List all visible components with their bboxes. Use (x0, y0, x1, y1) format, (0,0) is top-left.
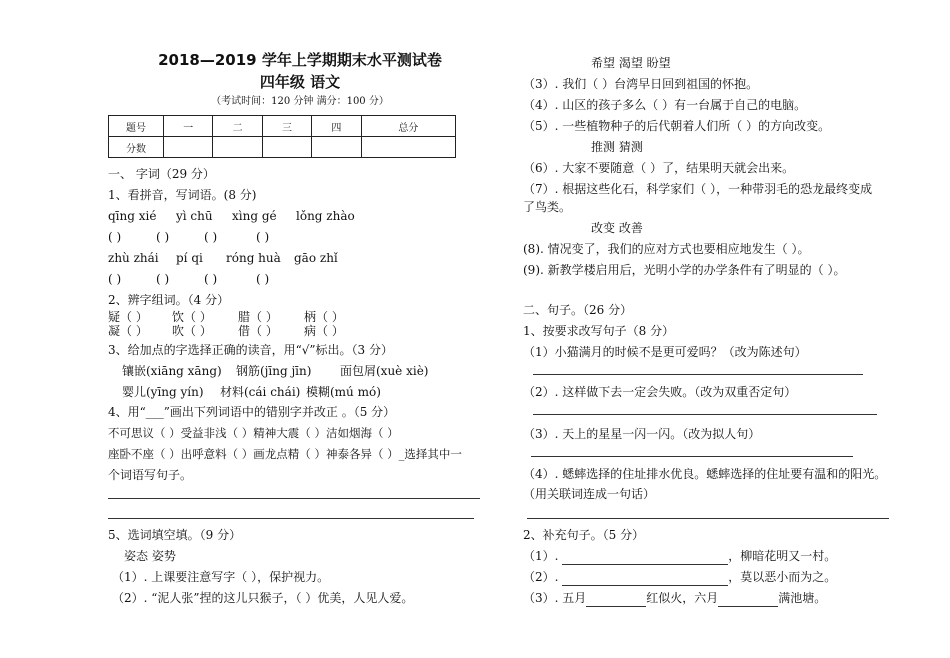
fill-sentence-1: （1）. 上课要注意写字（ ），保护视力。 (112, 570, 330, 584)
score-table-header-row (109, 116, 456, 137)
score-table-score-row (109, 137, 456, 158)
q4-line-3: 个词语写句子。 (108, 468, 193, 482)
exam-subtitle: 四年级 语文 (259, 73, 341, 91)
score-cell[interactable] (213, 137, 262, 158)
score-table (108, 115, 456, 158)
complete-sentence-3 (523, 590, 826, 607)
score-row-label: 分数 (109, 137, 164, 158)
char-item[interactable]: 柄（ ） (304, 310, 344, 324)
fill-sentence-2: （2）. “泥人张”捏的这儿只猴子，（ ）优美，人见人爱。 (112, 591, 414, 605)
reading-choice[interactable]: 镶嵌(xiāng xāng) (122, 364, 222, 378)
answer-blank[interactable]: ( ) (108, 230, 122, 244)
q1-prompt: 1、看拼音，写词语。(8 分) (108, 188, 257, 202)
answer-line[interactable] (562, 548, 728, 565)
fill-sentence-8: (8). 情况变了，我们的应对方式也要相应地发生（ ）。 (523, 242, 810, 256)
q4-line-1: 不可思议（ ）受益非浅（ ）精神大震（ ）洁如烟海（ ） (108, 426, 399, 440)
score-cell[interactable] (361, 137, 455, 158)
fill-sentence-3: （3）. 我们（ ）台湾早日回到祖国的怀抱。 (523, 77, 759, 91)
word-choices: 姿态 姿势 (124, 549, 176, 563)
score-header-cell: 总分 (361, 116, 455, 137)
char-item[interactable]: 病（ ） (304, 324, 344, 338)
p2-prompt: 2、补充句子。（5 分） (523, 528, 645, 542)
rewrite-3: （3）. 天上的星星一闪一闪。（改为拟人句） (523, 427, 761, 441)
sentence-head: （3）. 五月 (523, 591, 587, 605)
pinyin-7: róng huà (226, 251, 281, 265)
answer-blank[interactable]: ( ) (156, 272, 170, 286)
writing-line[interactable] (531, 456, 853, 457)
writing-line[interactable] (533, 414, 877, 415)
score-header-cell: 二 (213, 116, 262, 137)
answer-blank[interactable]: ( ) (156, 230, 170, 244)
writing-line[interactable] (108, 518, 474, 519)
item-number: （2）. (523, 570, 559, 584)
reading-choice[interactable]: 模糊(mú mó) (306, 385, 381, 399)
complete-sentence-1 (523, 548, 836, 565)
q4-line-2: 座卧不座（ ）出呼意料（ ）画龙点精（ ）神泰各异（ ）_选择其中一 (108, 447, 462, 461)
reading-choice[interactable]: 面包屑(xuè xiè) (340, 364, 429, 378)
score-header-cell: 四 (312, 116, 361, 137)
rewrite-2: （2）. 这样做下去一定会失败。（改为双重否定句） (523, 385, 797, 399)
fill-sentence-5: （5）. 一些植物种子的后代朝着人们所（ ）的方向改变。 (523, 119, 831, 133)
q5-prompt: 5、选词填空填。（9 分） (108, 528, 242, 542)
writing-line[interactable] (108, 498, 480, 499)
word-choices: 改变 改善 (591, 221, 643, 235)
exam-title: 2018—2019 学年上学期期末水平测试卷 (158, 51, 442, 69)
score-header-cell: 一 (164, 116, 213, 137)
pinyin-2: yì chū (176, 209, 213, 223)
sentence-tail: 满池塘。 (778, 591, 827, 605)
answer-blank[interactable]: ( ) (204, 230, 218, 244)
fill-sentence-7: （7）. 根据这些化石，科学家们（ ），一种带羽毛的恐龙最终变成 (523, 182, 873, 196)
pinyin-5: zhù zhái (108, 251, 159, 265)
answer-blank[interactable]: ( ) (204, 272, 218, 286)
reading-choice[interactable]: 材料(cái chái) (220, 385, 301, 399)
section2-heading: 二、句子。（26 分） (523, 303, 633, 317)
score-header-cell: 题号 (109, 116, 164, 137)
sentence-tail: ，柳暗花明又一村。 (728, 549, 837, 563)
score-cell[interactable] (262, 137, 311, 158)
writing-line[interactable] (533, 374, 863, 375)
rewrite-1: （1）小猫满月的时候不是更可爱吗？（改为陈述句） (523, 345, 807, 359)
rewrite-4: （4）. 蟋蟀选择的住址排水优良。蟋蟀选择的住址要有温和的阳光。 (523, 467, 887, 481)
word-choices: 推测 猜测 (591, 140, 643, 154)
answer-line[interactable] (718, 590, 778, 607)
answer-blank[interactable]: ( ) (108, 272, 122, 286)
pinyin-8: gāo zhǐ (294, 251, 338, 265)
pinyin-3: xìng gé (232, 209, 277, 223)
pinyin-4: lǒng zhào (296, 209, 355, 223)
char-item[interactable]: 疑（ ） (108, 310, 148, 324)
answer-blank[interactable]: ( ) (256, 230, 270, 244)
pinyin-1: qīng xié (108, 209, 157, 223)
score-header-cell: 三 (262, 116, 311, 137)
sentence-tail: ，莫以恶小而为之。 (728, 570, 837, 584)
char-item[interactable]: 吹（ ） (172, 324, 212, 338)
sentence-mid: 红似火，六月 (646, 591, 719, 605)
char-item[interactable]: 凝（ ） (108, 324, 148, 338)
fill-sentence-9: (9). 新教学楼启用后，光明小学的办学条件有了明显的（ ）。 (523, 263, 846, 277)
q2-prompt: 2、辨字组词。（4 分） (108, 293, 230, 307)
pinyin-6: pí qi (176, 251, 203, 265)
rewrite-4-note: （用关联词连成一句话） (523, 487, 656, 501)
fill-sentence-7-cont: 了鸟类。 (523, 200, 572, 214)
q3-prompt: 3、给加点的字选择正确的读音，用“√”标出。（3 分） (108, 343, 394, 357)
p1-prompt: 1、按要求改写句子（8 分） (523, 324, 675, 338)
score-cell[interactable] (312, 137, 361, 158)
complete-sentence-2 (523, 569, 836, 586)
reading-choice[interactable]: 婴儿(yīng yín) (122, 385, 204, 399)
item-number: （1）. (523, 549, 559, 563)
answer-line[interactable] (586, 590, 646, 607)
char-item[interactable]: 腊（ ） (238, 310, 278, 324)
char-item[interactable]: 借（ ） (238, 324, 278, 338)
section1-heading: 一、 字词（29 分） (108, 167, 215, 181)
word-choices: 希望 渴望 盼望 (591, 56, 671, 70)
score-cell[interactable] (164, 137, 213, 158)
fill-sentence-4: （4）. 山区的孩子多么（ ）有一台属于自己的电脑。 (523, 98, 807, 112)
fill-sentence-6: （6）. 大家不要随意（ ）了，结果明天就会出来。 (523, 161, 795, 175)
char-item[interactable]: 饮（ ） (172, 310, 212, 324)
reading-choice[interactable]: 钢筋(jīng jīn) (236, 364, 312, 378)
q4-prompt: 4、用“___”画出下列词语中的错别字并改正 。（5 分） (108, 405, 396, 419)
exam-info: （考试时间：120 分钟 满分：100 分） (211, 96, 389, 107)
writing-line[interactable] (527, 518, 889, 519)
answer-line[interactable] (562, 569, 728, 586)
answer-blank[interactable]: ( ) (256, 272, 270, 286)
